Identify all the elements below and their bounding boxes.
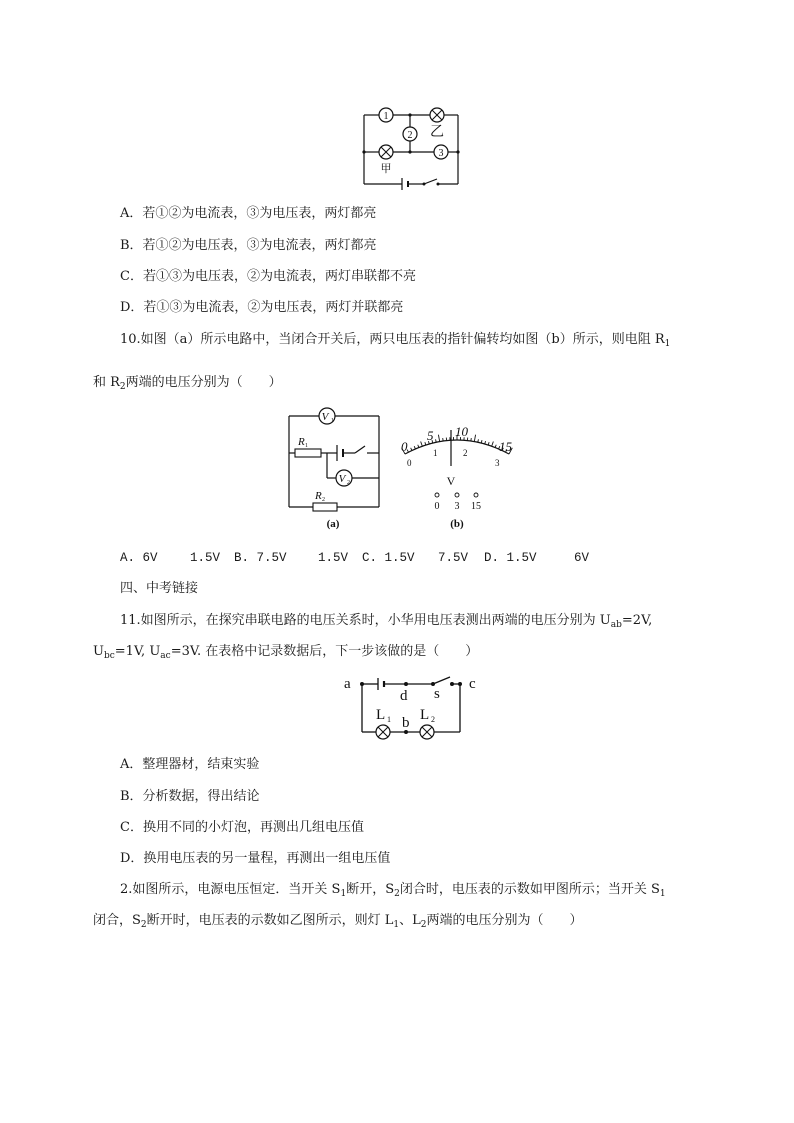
dial-bottom-0: 0 [407,458,412,468]
lamp-l1-icon [376,725,390,739]
dial-tick [418,445,419,448]
dial-tick [488,442,489,445]
q10-option-a: A. 6V [120,551,158,565]
q9-option-a: A．若①②为电流表，③为电压表，两灯都亮 [120,206,377,221]
q11-stem-line1: 11.如图所示，在探究串联电路的电压关系时，小华用电压表测出两端的电压分别为 $U_{ab}=2V$, [120,613,653,630]
dial-bottom-3: 3 [495,458,500,468]
svg-text:2: 2 [407,130,413,141]
q11-option-a: A．整理器材，结束实验 [120,757,260,772]
dial-top-0: 0 [401,439,408,454]
terminal-15: 15 [471,501,481,512]
section-title: 四、中考链接 [120,581,199,596]
dial-tick [438,435,439,442]
q9-option-b: B．若①②为电压表，③为电流表，两灯都亮 [120,238,377,253]
svg-text:1: 1 [383,111,389,122]
lamp-a-icon [379,145,393,159]
lamp-l1-label: L [376,707,386,723]
resistor-1-label: R [298,436,305,448]
dial-top-5: 5 [427,428,434,443]
voltmeter-1-label: V [321,411,329,423]
node-d-label: d [400,688,408,704]
q9-option-c: C．若①③为电压表，②为电流表，两灯串联都不亮 [120,269,416,284]
q12-stem-line2: 闭合，$S_2$断开时，电压表的示数如乙图所示，则灯 $L_1$、$L_2$两端的电压分别为（ ） [93,913,583,930]
dial-tick [425,442,426,445]
svg-text:1: 1 [387,715,391,724]
q10-option-c: C. 1.5V [362,551,415,565]
q10-options: A. 6V 1.5V B. 7.5V 1.5V C. 1.5V 7.5V D. 1.5V 6V [120,551,590,565]
voltmeter-2-label: V [338,473,346,485]
lamp-l2-icon [420,725,434,739]
dial-bottom-1: 1 [433,448,438,458]
dial-top-15: 15 [499,439,512,454]
meter-2 [403,127,417,141]
node-b-label: b [402,715,410,731]
svg-text:2: 2 [431,715,435,724]
q10-stem-line2: 和 $R_2$两端的电压分别为（ ） [93,375,282,392]
lamp-b-label: 乙 [430,125,444,140]
dial-tick [421,442,423,447]
q11-option-c: C．换用不同的小灯泡，再测出几组电压值 [120,820,364,835]
node-c-label: c [469,676,476,692]
figure-a-caption: (a) [326,518,340,530]
svg-text:2: 2 [322,497,325,503]
switch-s-label: s [434,686,440,702]
q11-circuit-diagram [340,672,490,742]
dial-unit: V [446,474,456,488]
dial-tick [485,441,486,444]
dial-tick [478,439,479,442]
svg-text:2: 2 [347,480,350,486]
q9-circuit-diagram [362,106,462,188]
terminal-0: 0 [434,501,440,512]
dial-tick [495,445,496,448]
figure-b-caption: (b) [450,518,464,530]
dial-tick [492,442,494,447]
svg-text:1: 1 [331,418,334,424]
dial-tick [436,439,437,442]
dial-tick [411,448,412,451]
q10-option-d: D. 1.5V [484,551,537,565]
lamp-l2-label: L [420,707,430,723]
meter-1 [379,108,393,122]
lamp-b-icon [430,108,444,122]
q10-figure-a [285,406,385,531]
q11-option-d: D．换用电压表的另一量程，再测出一组电压值 [120,851,391,866]
q9-option-d: D．若①③为电流表，②为电压表，两灯并联都亮 [120,300,404,315]
svg-text:3: 3 [438,148,444,159]
q10-stem-line1: 10.如图（a）所示电路中，当闭合开关后，两只电压表的指针偏转均如图（b）所示，则电阻 $R_1$ [120,332,671,349]
dial-tick [414,446,415,449]
q11-stem-line2: $U_{bc}=1V$, $U_{ac}=3V$. 在表格中记录数据后，下一步该做的是（ ） [93,644,479,661]
lamp-a-label: 甲 [380,163,392,175]
dial-tick [474,435,475,442]
terminal-3: 3 [454,501,460,512]
svg-text:1: 1 [305,443,308,449]
resistor-2-label: R [315,490,322,502]
dial-bottom-2: 2 [463,448,468,458]
q10-option-b: B. 7.5V [234,551,287,565]
q12-stem-line1: 2.如图所示，电源电压恒定．当开关 $S_1$断开，$S_2$闭合时，电压表的示数如甲图所示；当开关 $S_1$ [120,882,666,899]
q10-figure-b-voltmeter [395,406,525,531]
q11-option-b: B．分析数据，得出结论 [120,789,260,804]
meter-3 [434,145,448,159]
dial-top-10: 10 [455,424,468,439]
node-a-label: a [344,676,351,692]
